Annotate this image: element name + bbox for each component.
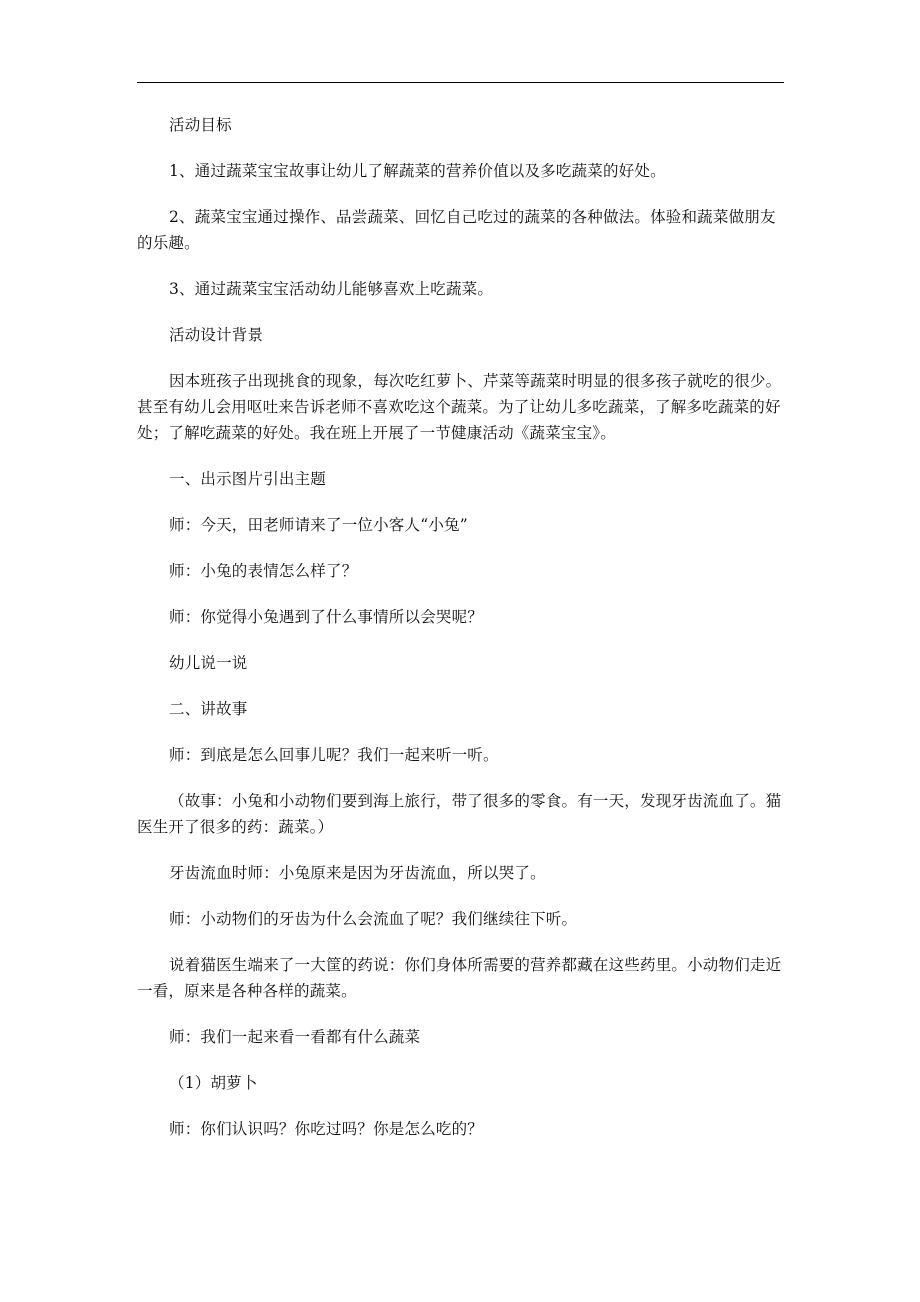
teacher-line-4: 师：到底是怎么回事儿呢？我们一起来听一听。 — [169, 746, 499, 764]
teacher-line-2: 师：小兔的表情怎么样了？ — [169, 562, 358, 580]
section-two-heading: 二、讲故事 — [169, 700, 248, 718]
document-body — [137, 112, 787, 1162]
children-discuss: 幼儿说一说 — [169, 654, 248, 672]
item-carrot: （1）胡萝卜 — [169, 1074, 258, 1092]
objective-1: 1、通过蔬菜宝宝故事让幼儿了解蔬菜的营养价值以及多吃蔬菜的好处。 — [169, 162, 666, 180]
story-paragraph: （故事：小兔和小动物们要到海上旅行，带了很多的零食。有一天，发现牙齿流血了。猫医生开了很多的药：蔬菜。） — [137, 792, 782, 836]
teacher-line-8: 师：你们认识吗？你吃过吗？你是怎么吃的？ — [169, 1120, 484, 1138]
objective-2: 2、蔬菜宝宝通过操作、品尝蔬菜、回忆自己吃过的蔬菜的各种做法。体验和蔬菜做朋友的乐趣。 — [137, 208, 776, 252]
teacher-line-6: 师：小动物们的牙齿为什么会流血了呢？我们继续往下听。 — [169, 910, 578, 928]
heading-objectives: 活动目标 — [169, 116, 232, 134]
objective-3: 3、通过蔬菜宝宝活动幼儿能够喜欢上吃蔬菜。 — [169, 280, 494, 298]
teacher-line-3: 师：你觉得小兔遇到了什么事情所以会哭呢？ — [169, 608, 484, 626]
teacher-line-7: 师：我们一起来看一看都有什么蔬菜 — [169, 1028, 421, 1046]
teacher-line-1: 师：今天，田老师请来了一位小客人“小兔” — [169, 516, 468, 534]
header-rule — [137, 82, 784, 83]
story-continuation: 说着猫医生端来了一大筐的药说：你们身体所需要的营养都藏在这些药里。小动物们走近一看，原来是各种各样的蔬菜。 — [137, 956, 782, 1000]
background-paragraph: 因本班孩子出现挑食的现象，每次吃红萝卜、芹菜等蔬菜时明显的很多孩子就吃的很少。甚至有幼儿会用呕吐来告诉老师不喜欢吃这个蔬菜。为了让幼儿多吃蔬菜，了解多吃蔬菜的好处；了解吃蔬菜的好处。我在班上开展了一节健康活动《蔬菜宝宝》。 — [137, 372, 782, 442]
section-one-heading: 一、出示图片引出主题 — [169, 470, 327, 488]
heading-background: 活动设计背景 — [169, 326, 264, 344]
teacher-line-5: 牙齿流血时师：小兔原来是因为牙齿流血，所以哭了。 — [169, 864, 546, 882]
